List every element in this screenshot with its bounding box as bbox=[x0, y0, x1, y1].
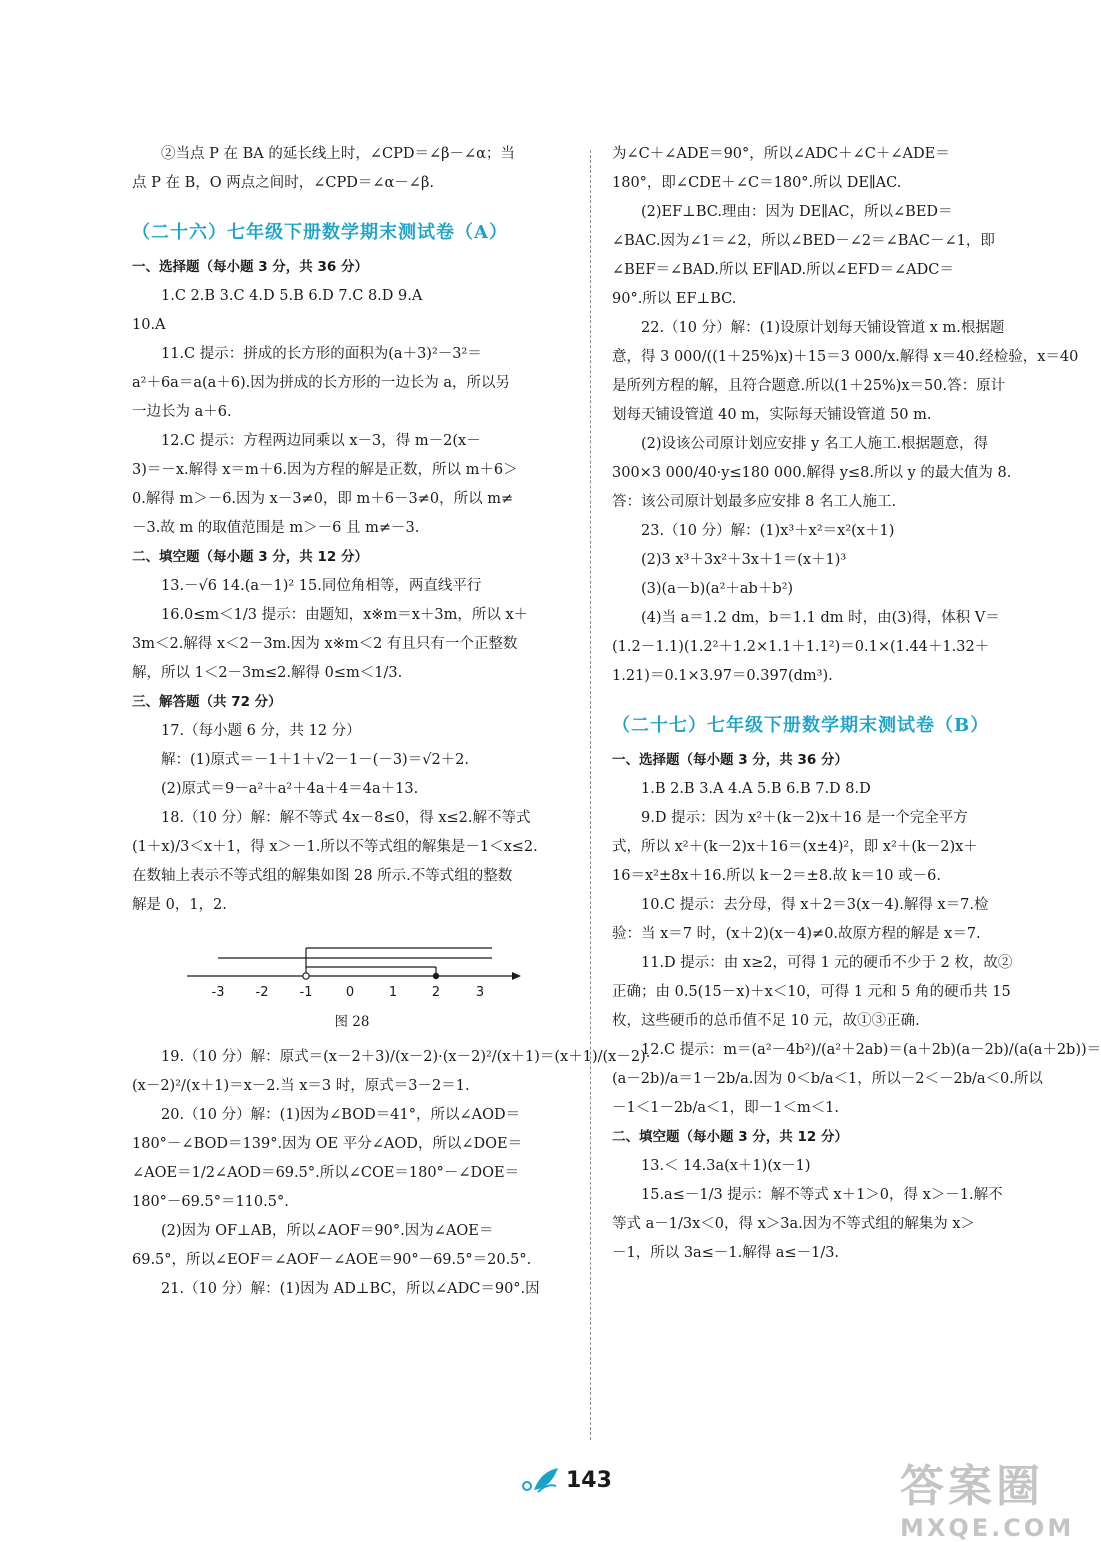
text-line: 16＝x²±8x＋16.所以 k－2＝±8.故 k＝10 或－6. bbox=[612, 868, 941, 884]
watermark bbox=[900, 1450, 1074, 1542]
right-column bbox=[612, 140, 1101, 1268]
text-line: (1＋x)/3＜x＋1，得 x＞－1.所以不等式组的解集是－1＜x≤2. bbox=[132, 839, 538, 855]
text-line: 0.解得 m＞－6.因为 x－3≠0，即 m＋6－3≠0，所以 m≠ bbox=[132, 491, 514, 507]
axis-arrow-icon bbox=[512, 972, 521, 980]
text-line: 枚，这些硬币的总币值不足 10 元，故①③正确. bbox=[612, 1013, 920, 1029]
text-line: 22.（10 分）解：(1)设原计划每天铺设管道 x m.根据题 bbox=[641, 320, 1005, 336]
column-divider bbox=[590, 150, 591, 1440]
text-line: (2)原式＝9－a²＋a²＋4a＋4＝4a＋13. bbox=[161, 781, 419, 797]
text-line: 16.0≤m＜1/3 提示：由题知，x※m＝x＋3m，所以 x＋ bbox=[161, 607, 529, 623]
text-line: 17.（每小题 6 分，共 12 分） bbox=[161, 723, 361, 739]
subsection-heading: 三、解答题（共 72 分） bbox=[132, 694, 282, 710]
text-line: 69.5°，所以∠EOF＝∠AOF－∠AOE＝90°－69.5°＝20.5°. bbox=[132, 1252, 532, 1268]
text-line: 10.C 提示：去分母，得 x＋2＝3(x－4).解得 x＝7.检 bbox=[641, 897, 989, 913]
text-line: 答：该公司原计划最多应安排 8 名工人施工. bbox=[612, 494, 897, 510]
tick-label: 0 bbox=[345, 985, 355, 1000]
text-line: 180°－69.5°＝110.5°. bbox=[132, 1194, 289, 1210]
text-line: 12.C 提示：m＝(a²－4b²)/(a²＋2ab)＝(a＋2b)(a－2b)/(a(a＋2b))＝ bbox=[641, 1042, 1101, 1058]
text-line: －1＜1－2b/a＜1，即－1＜m＜1. bbox=[612, 1100, 840, 1116]
watermark-text: 答案圈 bbox=[900, 1461, 1044, 1512]
number-line-figure bbox=[132, 926, 572, 1006]
text-line: 点 P 在 B，O 两点之间时，∠CPD＝∠α－∠β. bbox=[132, 175, 434, 191]
text-line: 21.（10 分）解：(1)因为 AD⊥BC，所以∠ADC＝90°.因 bbox=[161, 1281, 540, 1297]
text-line: 解，所以 1＜2－3m≤2.解得 0≤m＜1/3. bbox=[132, 665, 403, 681]
text-line: 等式 a－1/3x＜0，得 x＞3a.因为不等式组的解集为 x＞ bbox=[612, 1216, 976, 1232]
text-line: 式，所以 x²＋(k－2)x＋16＝(x±4)²，即 x²＋(k－2)x＋ bbox=[612, 839, 978, 855]
text-line: 180°，即∠CDE＋∠C＝180°.所以 DE∥AC. bbox=[612, 175, 902, 191]
text-line: 一边长为 a＋6. bbox=[132, 404, 232, 420]
text-line: 10.A bbox=[132, 317, 166, 333]
text-line: 1.21)＝0.1×3.97＝0.397(dm³). bbox=[612, 668, 833, 684]
text-line: 3)＝－x.解得 x＝m＋6.因为方程的解是正数，所以 m＋6＞ bbox=[132, 462, 518, 478]
text-line: 23.（10 分）解：(1)x³＋x²＝x²(x＋1) bbox=[641, 523, 895, 539]
page-number: 143 bbox=[566, 1468, 612, 1493]
text-line: 15.a≤－1/3 提示：解不等式 x＋1＞0，得 x＞－1.解不 bbox=[641, 1187, 1003, 1203]
text-line: 正确；由 0.5(15－x)＋x＜10，可得 1 元和 5 角的硬币共 15 bbox=[612, 984, 1011, 1000]
subsection-heading: 二、填空题（每小题 3 分，共 12 分） bbox=[612, 1129, 848, 1145]
text-line: 11.D 提示：由 x≥2，可得 1 元的硬币不少于 2 枚，故② bbox=[641, 955, 1013, 971]
text-line: 9.D 提示：因为 x²＋(k－2)x＋16 是一个完全平方 bbox=[641, 810, 968, 826]
text-line: ∠BEF＝∠BAD.所以 EF∥AD.所以∠EFD＝∠ADC＝ bbox=[612, 262, 954, 278]
text-line: 划每天铺设管道 40 m，实际每天铺设管道 50 m. bbox=[612, 407, 932, 423]
text-line: 13.－√6 14.(a－1)² 15.同位角相等，两直线平行 bbox=[161, 578, 482, 594]
subsection-heading: 二、填空题（每小题 3 分，共 12 分） bbox=[132, 549, 368, 565]
tick-label: -2 bbox=[255, 985, 269, 1000]
text-line: (2)EF⊥BC.理由：因为 DE∥AC，所以∠BED＝ bbox=[641, 204, 953, 220]
text-line: 300×3 000/40·y≤180 000.解得 y≤8.所以 y 的最大值为 8. bbox=[612, 465, 1012, 481]
text-line: (2)3 x³＋3x²＋3x＋1＝(x＋1)³ bbox=[641, 552, 847, 568]
text-line: －3.故 m 的取值范围是 m＞－6 且 m≠－3. bbox=[132, 520, 420, 536]
text-line: 13.＜ 14.3a(x＋1)(x－1) bbox=[641, 1158, 811, 1174]
tick-label: 2 bbox=[431, 985, 441, 1000]
figure-caption: 图 28 bbox=[334, 1014, 370, 1030]
text-line: 为∠C＋∠ADE＝90°，所以∠ADC＋∠C＋∠ADE＝ bbox=[612, 146, 950, 162]
left-column bbox=[132, 140, 651, 1304]
text-line: 验：当 x＝7 时，(x＋2)(x－4)≠0.故原方程的解是 x＝7. bbox=[612, 926, 981, 942]
tick-label: 1 bbox=[388, 985, 398, 1000]
watermark-url: MXQE.COM bbox=[900, 1514, 1075, 1542]
tick-label: -1 bbox=[299, 985, 313, 1000]
text-line: (1.2－1.1)(1.2²＋1.2×1.1＋1.1²)＝0.1×(1.44＋1.32＋ bbox=[612, 639, 990, 655]
leaf-logo-icon bbox=[520, 1464, 562, 1496]
number-line bbox=[132, 926, 572, 1006]
closed-point bbox=[433, 973, 439, 979]
section-title-b: （二十七）七年级下册数学期末测试卷（B） bbox=[612, 715, 990, 736]
text-line: 18.（10 分）解：解不等式 4x－8≤0，得 x≤2.解不等式 bbox=[161, 810, 531, 826]
text-line: 解：(1)原式＝－1＋1＋√2－1－(－3)＝√2＋2. bbox=[161, 752, 470, 768]
text-line: (3)(a－b)(a²＋ab＋b²) bbox=[641, 581, 794, 597]
text-line: 1.B 2.B 3.A 4.A 5.B 6.B 7.D 8.D bbox=[641, 781, 871, 797]
text-line: 12.C 提示：方程两边同乘以 x－3，得 m－2(x－ bbox=[161, 433, 481, 449]
text-line: －1，所以 3a≤－1.解得 a≤－1/3. bbox=[612, 1245, 840, 1261]
text-line: (2)因为 OF⊥AB，所以∠AOF＝90°.因为∠AOE＝ bbox=[161, 1223, 494, 1239]
text-line: (a－2b)/a＝1－2b/a.因为 0＜b/a＜1，所以－2＜－2b/a＜0.所以 bbox=[612, 1071, 1043, 1087]
text-line: 是所列方程的解，且符合题意.所以(1＋25%)x＝50.答：原计 bbox=[612, 378, 1006, 394]
text-line: 3m＜2.解得 x＜2－3m.因为 x※m＜2 有且只有一个正整数 bbox=[132, 636, 518, 652]
text-line: 19.（10 分）解：原式＝(x－2＋3)/(x－2)·(x－2)²/(x＋1)＝(x＋1)/(x－2)· bbox=[161, 1049, 651, 1065]
text-line: (2)设该公司原计划应安排 y 名工人施工.根据题意，得 bbox=[641, 436, 989, 452]
text-line: 意，得 3 000/((1＋25%)x)＋15＝3 000/x.解得 x＝40.经检验，x＝40 bbox=[612, 349, 1079, 365]
tick-label: -3 bbox=[211, 985, 225, 1000]
text-line: 180°－∠BOD＝139°.因为 OE 平分∠AOD，所以∠DOE＝ bbox=[132, 1136, 523, 1152]
text-line: ②当点 P 在 BA 的延长线上时，∠CPD＝∠β－∠α；当 bbox=[161, 146, 515, 162]
subsection-heading: 一、选择题（每小题 3 分，共 36 分） bbox=[132, 259, 368, 275]
text-line: 1.C 2.B 3.C 4.D 5.B 6.D 7.C 8.D 9.A bbox=[161, 288, 423, 304]
text-line: ∠AOE＝1/2∠AOD＝69.5°.所以∠COE＝180°－∠DOE＝ bbox=[132, 1165, 520, 1181]
section-title-a: （二十六）七年级下册数学期末测试卷（A） bbox=[132, 222, 508, 243]
subsection-heading: 一、选择题（每小题 3 分，共 36 分） bbox=[612, 752, 848, 768]
text-line: 90°.所以 EF⊥BC. bbox=[612, 291, 737, 307]
text-line: (4)当 a＝1.2 dm，b＝1.1 dm 时，由(3)得，体积 V＝ bbox=[641, 610, 1000, 626]
text-line: 11.C 提示：拼成的长方形的面积为(a＋3)²－3²＝ bbox=[161, 346, 482, 362]
text-line: (x－2)²/(x＋1)＝x－2.当 x＝3 时，原式＝3－2＝1. bbox=[132, 1078, 470, 1094]
text-line: 解是 0，1，2. bbox=[132, 897, 227, 913]
text-line: ∠BAC.因为∠1＝∠2，所以∠BED－∠2＝∠BAC－∠1，即 bbox=[612, 233, 995, 249]
open-point bbox=[303, 973, 309, 979]
tick-label: 3 bbox=[475, 985, 485, 1000]
text-line: a²＋6a＝a(a＋6).因为拼成的长方形的一边长为 a，所以另 bbox=[132, 375, 511, 391]
text-line: 20.（10 分）解：(1)因为∠BOD＝41°，所以∠AOD＝ bbox=[161, 1107, 521, 1123]
text-line: 在数轴上表示不等式组的解集如图 28 所示.不等式组的整数 bbox=[132, 868, 513, 884]
